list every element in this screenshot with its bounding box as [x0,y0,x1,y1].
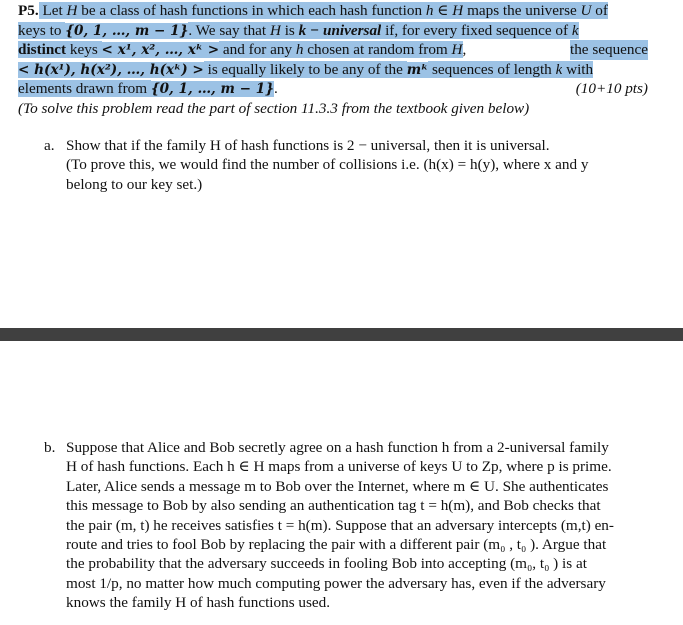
math-h: h [425,2,434,19]
problem-line-4 [18,60,648,80]
text-segment: keys to [18,21,66,39]
part-b-line-5: the pair (m, t) he receives satisfies t = h(m). Suppose that an adversary intercepts (m,t) en- [66,516,614,534]
part-b-line-1: Suppose that Alice and Bob secretly agree on a hash function h from a 2-universal family [66,439,609,456]
part-b-line-8: most 1/p, no matter how much computing power the adversary has, even if the adversary [66,574,606,592]
part-a-line-3: belong to our key set.) [66,175,203,193]
math-h-class: H [452,2,464,19]
math-h-class: H [66,2,78,19]
math-u: U [580,2,592,19]
math-h-class: H [451,41,463,59]
math-hash-sequence: < h(x¹), h(x²), …, h(xᵏ) > [18,61,204,78]
math-key-sequence: < x¹, x², …, xᵏ > [101,42,220,59]
math-h-class: H [269,21,281,39]
text-segment: and for any [219,41,296,59]
text-segment: Let [38,2,67,19]
text-segment: the sequence [569,41,648,59]
part-b-line-3: Later, Alice sends a message m to Bob over the Internet, where m ∈ U. She authenticates [66,477,609,495]
part-a-line-2: (To prove this, we would find the number of collisions i.e. (h(x) = h(y), where x and y [66,156,589,174]
part-b-line-9: knows the family H of hash functions used. [66,594,331,612]
math-k: k [571,21,579,39]
part-b-line-4: this message to Bob by also sending an authentication tag t = h(m), and Bob checks that [66,497,601,515]
text-segment: if, for every fixed sequence of [381,21,572,39]
page-divider [0,328,683,341]
math-in: ∈ [433,2,453,19]
part-a-marker: a. [44,137,55,154]
problem-line-3 [18,40,648,60]
math-set: {0, 1, …, m − 1} [65,22,189,39]
text-segment: with [562,60,594,78]
part-a-line-1: Show that if the family H of hash functions is 2 − universal, then it is universal. [66,137,550,154]
problem-statement [18,1,648,119]
part-b-line-6: route and tries to fool Bob by replacing the pair with a different pair (m₀ , t₀ ). Argue that [66,536,607,554]
text-segment: , [462,41,467,59]
problem-line-2 [18,21,648,41]
part-b-marker: b. [44,439,56,456]
text-segment: elements drawn from [18,80,151,98]
part-b-line-2: H of hash functions. Each h ∈ H maps from a universe of keys U to Zp, where p is prime. [66,458,612,476]
text-segment: is [280,21,299,39]
text-segment: sequences of length [428,60,556,78]
text-segment: . [273,80,278,98]
math-h: h [295,41,304,59]
text-segment: . We say that [188,21,270,39]
problem-line-5 [18,79,648,99]
text-segment: of [591,2,608,19]
problem-line-1 [18,1,648,21]
part-b-line-7: the probability that the adversary succeeds in fooling Bob into accepting (m₀, t₀ ) is at [66,555,587,573]
part-a [44,136,644,194]
part-b [44,438,644,613]
text-segment: is equally likely to be any of the [203,60,407,78]
math-m-pow-k: mᵏ [406,61,429,78]
math-k: k [555,60,563,78]
text-segment: chosen at random from [303,41,452,59]
points-label: (10+10 pts) [575,80,648,98]
problem-number: P5. [18,2,39,19]
problem-note: (To solve this problem read the part of section 11.3.3 from the textbook given below) [18,99,530,117]
text-segment: keys [66,41,102,59]
math-k-universal: k − universal [298,21,382,39]
text-segment: distinct [18,41,67,59]
math-set: {0, 1, …, m − 1} [150,81,274,98]
text-segment: maps the universe [463,2,581,19]
text-segment: be a class of hash functions in which each hash function [77,2,426,19]
